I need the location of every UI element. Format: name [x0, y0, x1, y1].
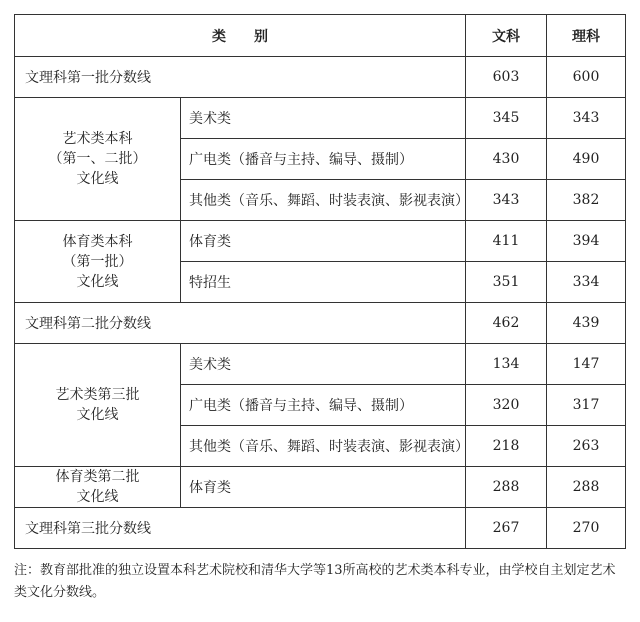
group-label-line: 艺术类第三批	[55, 387, 140, 403]
wen-score: 430	[466, 139, 547, 180]
wen-score: 343	[466, 180, 547, 221]
table-row	[15, 344, 626, 385]
wen-score: 218	[466, 426, 547, 467]
row-label: 文理科第二批分数线	[15, 303, 466, 344]
li-score: 382	[547, 180, 626, 221]
li-score: 288	[547, 467, 626, 508]
group-label-line: 文化线	[76, 273, 119, 290]
group-label-art-third	[15, 344, 181, 467]
sub-category: 美术类	[181, 98, 466, 139]
wen-score: 345	[466, 98, 547, 139]
wen-score: 462	[466, 303, 547, 344]
group-label-pe-second	[15, 467, 181, 508]
wen-score: 134	[466, 344, 547, 385]
sub-category: 广电类（播音与主持、编导、摄制）	[181, 139, 466, 180]
li-score: 600	[547, 57, 626, 98]
wen-score: 411	[466, 221, 547, 262]
li-score: 147	[547, 344, 626, 385]
li-score: 334	[547, 262, 626, 303]
li-score: 490	[547, 139, 626, 180]
footnote: 注：教育部批准的独立设置本科艺术院校和清华大学等13所高校的艺术类本科专业，由学校自主划定艺术类文化分数线。	[14, 563, 616, 600]
wen-score: 320	[466, 385, 547, 426]
li-score: 343	[547, 98, 626, 139]
li-score: 394	[547, 221, 626, 262]
sub-category: 其他类（音乐、舞蹈、时装表演、影视表演）	[181, 426, 466, 467]
row-label: 文理科第三批分数线	[15, 508, 466, 549]
li-score: 317	[547, 385, 626, 426]
group-label-line: 艺术类本科	[62, 131, 133, 147]
table-row	[15, 467, 626, 508]
header-row	[15, 15, 626, 57]
sub-category: 广电类（播音与主持、编导、摄制）	[181, 385, 466, 426]
group-label-art-bachelor	[15, 98, 181, 221]
wen-score: 288	[466, 467, 547, 508]
header-wen: 文科	[466, 15, 547, 57]
table-row	[15, 221, 626, 262]
table-row	[15, 303, 626, 344]
row-label: 文理科第一批分数线	[15, 57, 466, 98]
wen-score: 351	[466, 262, 547, 303]
sub-category: 其他类（音乐、舞蹈、时装表演、影视表演）	[181, 180, 466, 221]
group-label-pe-bachelor	[15, 221, 181, 303]
li-score: 270	[547, 508, 626, 549]
score-table	[14, 14, 626, 549]
wen-score: 603	[466, 57, 547, 98]
header-category: 类 别	[15, 15, 466, 57]
group-label-line: 文化线	[76, 489, 119, 505]
group-label-line: 体育类第二批	[55, 469, 140, 485]
header-li: 理科	[547, 15, 626, 57]
wen-score: 267	[466, 508, 547, 549]
li-score: 439	[547, 303, 626, 344]
sub-category: 体育类	[181, 221, 466, 262]
sub-category: 特招生	[181, 262, 466, 303]
table-row	[15, 98, 626, 139]
sub-category: 体育类	[181, 467, 466, 508]
li-score: 263	[547, 426, 626, 467]
sub-category: 美术类	[181, 344, 466, 385]
table-row	[15, 508, 626, 549]
table-row	[15, 57, 626, 98]
group-label-line: 文化线	[76, 171, 119, 187]
group-label-line: 文化线	[76, 407, 119, 423]
group-label-line: （第一批）	[62, 253, 133, 270]
group-label-line: （第一、二批）	[48, 151, 147, 167]
group-label-line: 体育类本科	[62, 233, 133, 250]
